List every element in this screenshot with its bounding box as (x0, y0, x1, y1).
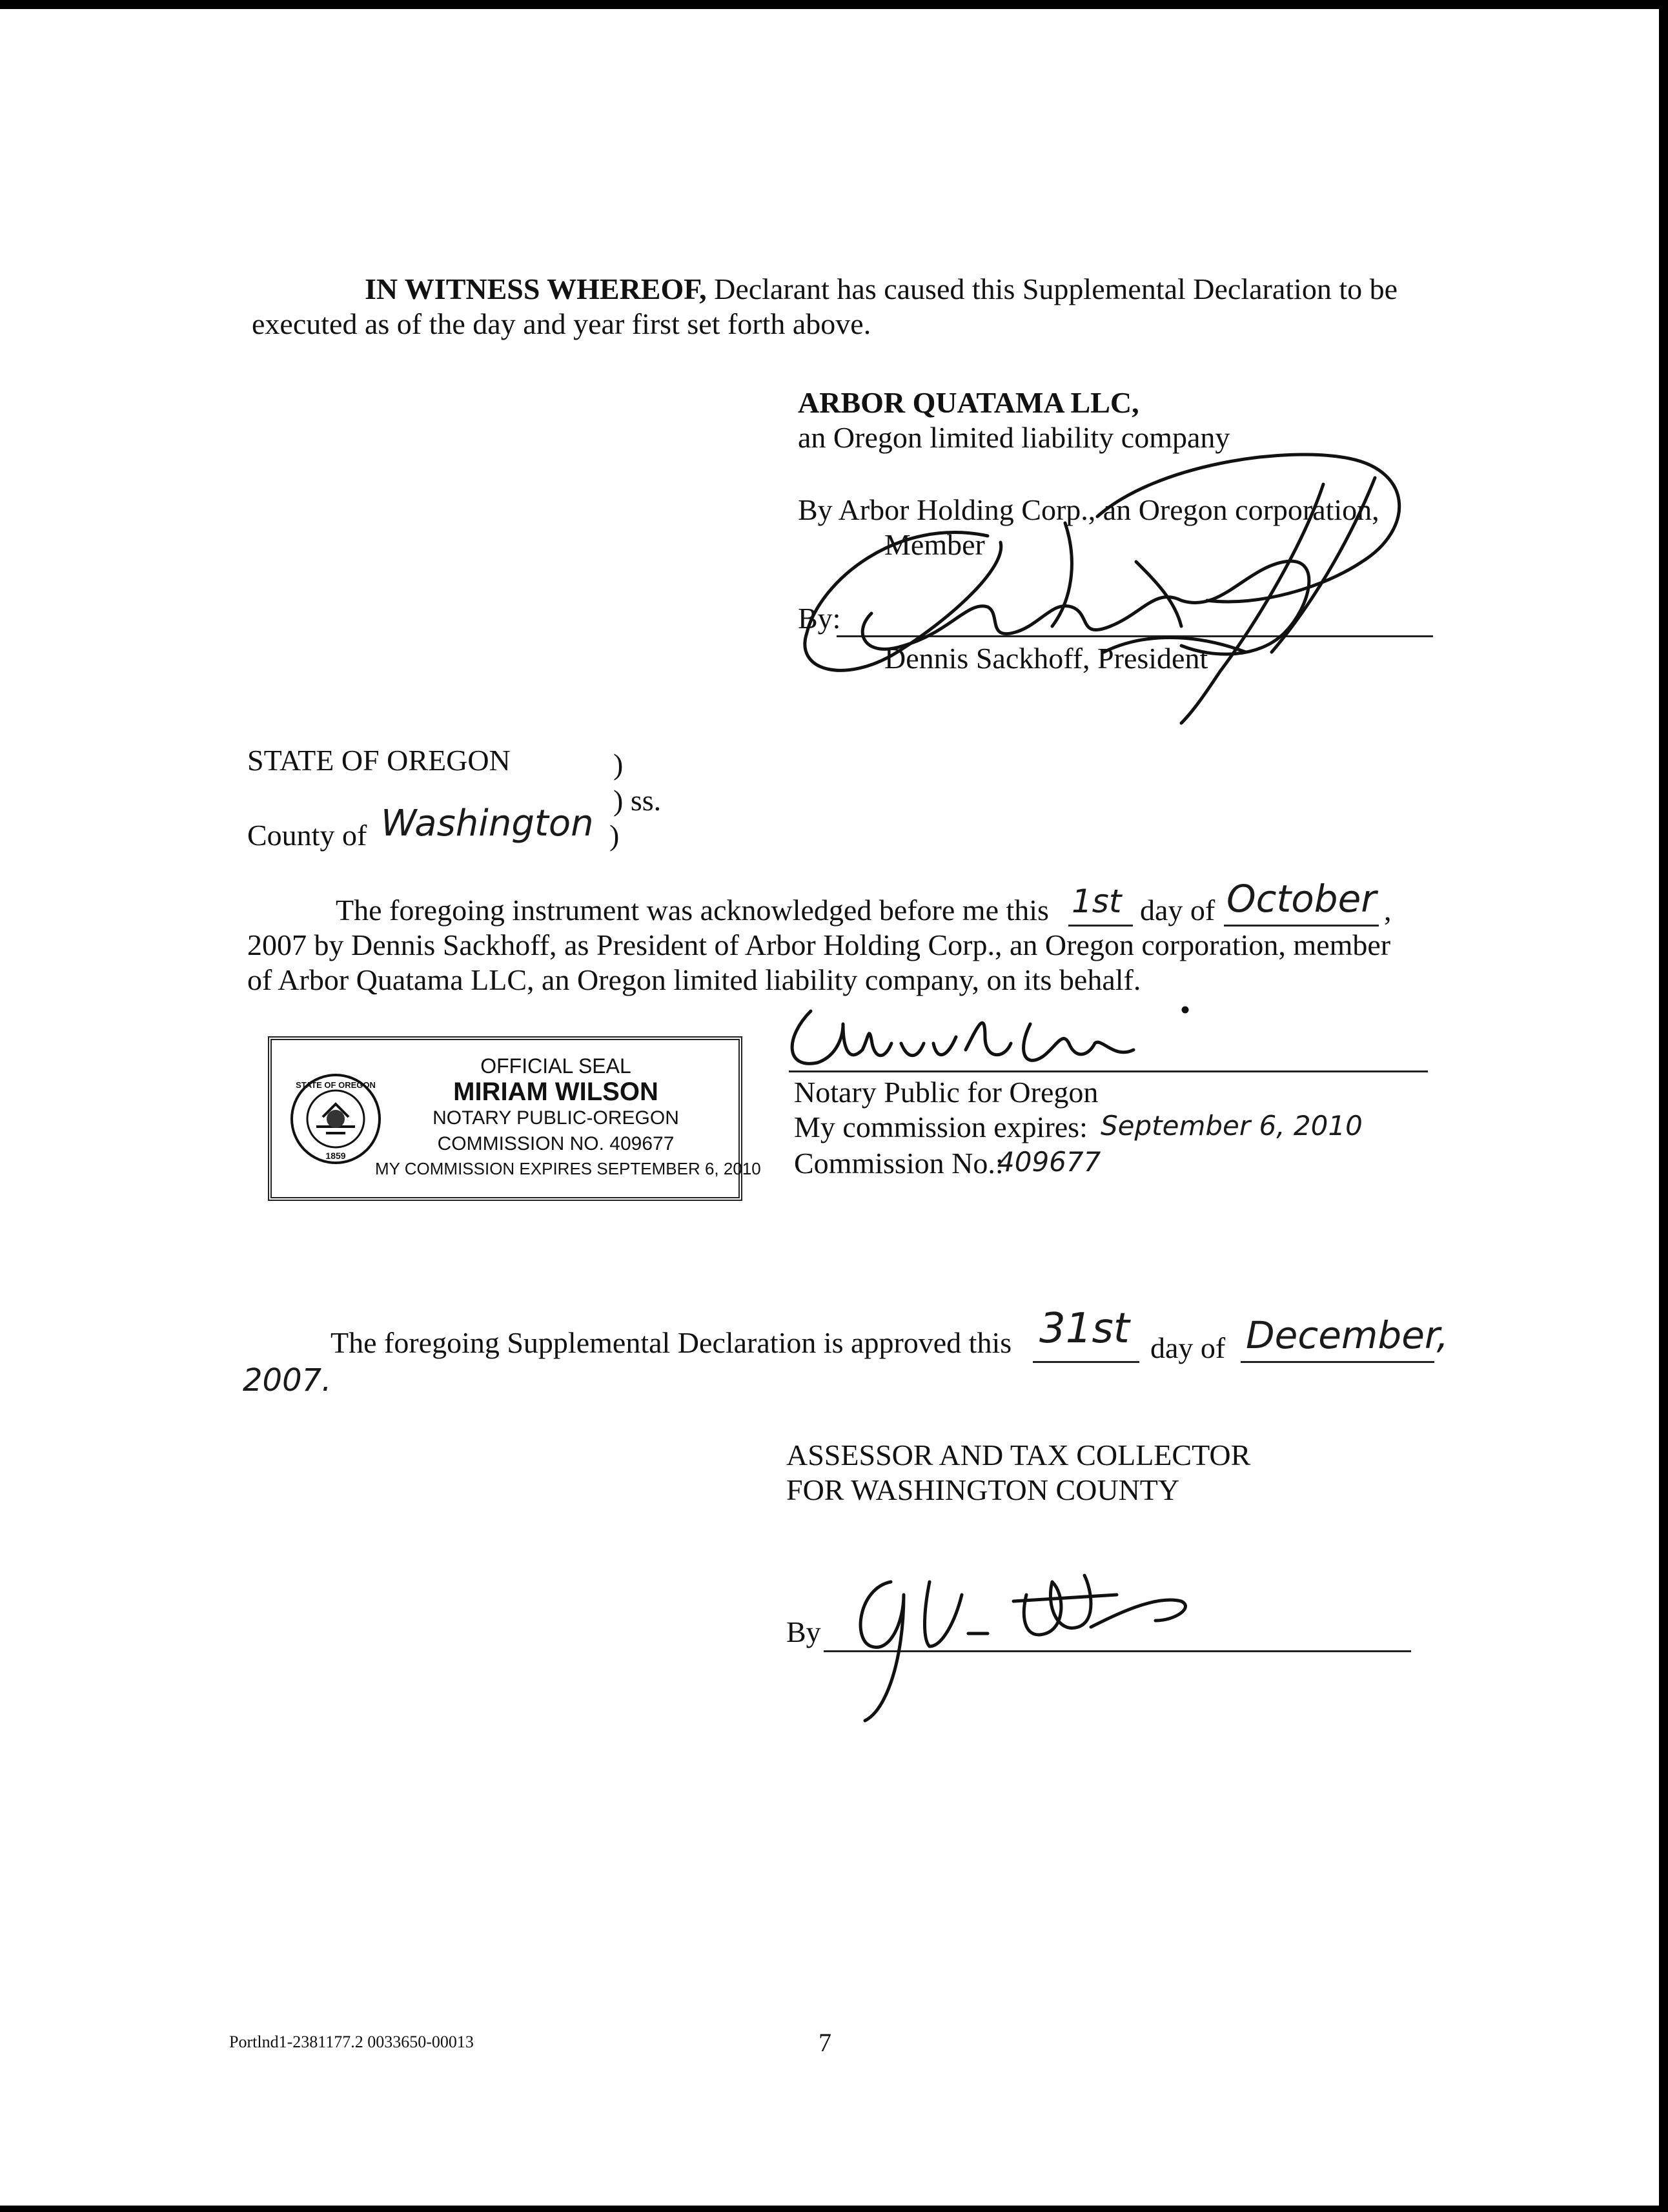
witness-line-1 (365, 271, 1398, 307)
notary-title: Notary Public for Oregon (794, 1076, 1099, 1109)
venue-county-handwritten: Washington (381, 803, 594, 845)
ack-day-line (1068, 925, 1133, 927)
scan-border-right (1659, 0, 1668, 2212)
seal-emblem-text: STATE OF OREGON (296, 1080, 376, 1090)
notary-commission-label: Commission No.: (794, 1147, 1004, 1180)
witness-line-2: executed as of the day and year first set forth above. (252, 307, 871, 340)
ack-line-1-c: , (1384, 894, 1392, 927)
seal-line-4: COMMISSION NO. 409677 (437, 1133, 675, 1154)
ack-month-line (1224, 925, 1379, 927)
venue-paren-1: ) (613, 748, 624, 781)
ack-day-handwritten: 1st (1072, 883, 1122, 920)
ack-line-2: 2007 by Dennis Sackhoff, as President of Arbor Holding Corp., an Oregon corporation, member (247, 928, 1391, 961)
notary-expires-label: My commission expires: (794, 1111, 1088, 1143)
oregon-state-seal-emblem (287, 1069, 384, 1172)
notary-signature-line (789, 1070, 1428, 1072)
venue-county-label: County of (247, 819, 367, 852)
notary-commission-handwritten: 409677 (997, 1146, 1101, 1178)
ack-line-1-a: The foregoing instrument was acknowledged before me this (336, 894, 1049, 927)
company-description: an Oregon limited liability company (798, 421, 1230, 454)
company-by-line-1: By Arbor Holding Corp., an Oregon corporation, (798, 493, 1379, 526)
seal-line-1: OFFICIAL SEAL (480, 1054, 631, 1078)
ack-line-1-b: day of (1140, 894, 1215, 927)
company-name: ARBOR QUATAMA LLC, (798, 386, 1139, 419)
seal-line-3: NOTARY PUBLIC-OREGON (432, 1107, 679, 1129)
assessor-line-1: ASSESSOR AND TAX COLLECTOR (786, 1439, 1251, 1471)
venue-paren-3: ) (609, 819, 620, 852)
approval-day-handwritten: 31st (1039, 1305, 1130, 1353)
approval-year-handwritten: 2007. (243, 1362, 332, 1398)
company-by-label: By: (798, 602, 841, 635)
approval-day-line (1033, 1361, 1139, 1363)
notary-signature (772, 998, 1198, 1076)
approval-line-1-a: The foregoing Supplemental Declaration is approved this (331, 1326, 1012, 1359)
scan-border-top (0, 0, 1668, 9)
assessor-signature (833, 1556, 1194, 1724)
ack-month-handwritten: October (1226, 877, 1377, 921)
company-signer: Dennis Sackhoff, President (884, 642, 1208, 675)
ack-line-3: of Arbor Quatama LLC, an Oregon limited liability company, on its behalf. (247, 963, 1141, 996)
seal-emblem-year: 1859 (325, 1151, 346, 1161)
venue-ss: ) ss. (613, 784, 662, 817)
approval-month-line (1241, 1361, 1434, 1363)
president-signature (794, 439, 1452, 736)
witness-lead: IN WITNESS WHEREOF, (365, 272, 707, 305)
seal-line-5: MY COMMISSION EXPIRES SEPTEMBER 6, 2010 (375, 1159, 761, 1178)
venue-state: STATE OF OREGON (247, 744, 511, 777)
seal-line-2: MIRIAM WILSON (453, 1078, 658, 1106)
approval-line-1-b: day of (1150, 1331, 1226, 1364)
assessor-by-label: By (786, 1615, 821, 1648)
notary-seal (268, 1036, 761, 1201)
notary-expires-handwritten: September 6, 2010 (1101, 1110, 1363, 1142)
footer-document-id: Portlnd1-2381177.2 0033650-00013 (229, 2033, 474, 2051)
witness-line-1-rest: Declarant has caused this Supplemental Declaration to be (706, 272, 1398, 305)
page-number: 7 (819, 2028, 831, 2057)
assessor-line-2: FOR WASHINGTON COUNTY (786, 1473, 1180, 1506)
scan-border-bottom (0, 2206, 1668, 2212)
company-by-line-2: Member (884, 528, 985, 561)
approval-month-handwritten: December, (1246, 1313, 1449, 1357)
